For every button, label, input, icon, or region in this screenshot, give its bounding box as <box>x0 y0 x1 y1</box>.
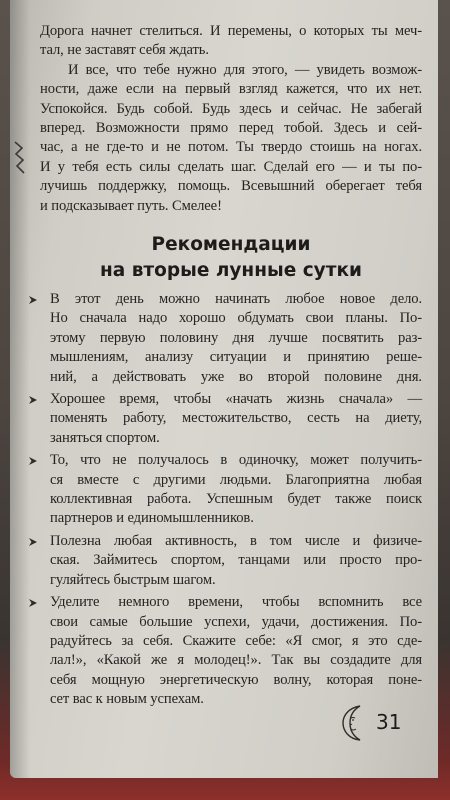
text-line: ся вместе с другими людьми. Благоприятна любая <box>50 471 422 488</box>
text-line: себя мощную энергетическую волну, которая понe- <box>50 671 422 688</box>
text-line: и подсказывает путь. Смелее! <box>40 197 222 214</box>
text-line: лал!», «Какой же я молодец!». Так вы создадите для <box>50 652 422 669</box>
recommendation-list <box>10 290 438 713</box>
text-line: радуйтесь за себя. Скажите себе: «Я смог, я это сде- <box>50 632 422 649</box>
bullet-arrow-icon <box>28 456 38 466</box>
text-line: коллективная работа. Успешным будет также поиск <box>50 491 422 508</box>
bullet-arrow-icon <box>28 598 38 608</box>
recommendation-text <box>50 390 422 448</box>
text-line: И все, что тебе нужно для этого, — увидеть возмож- <box>68 61 422 78</box>
bullet-arrow-icon <box>28 395 38 405</box>
text-line: поменять работу, местожительство, сесть на диету, <box>50 410 422 427</box>
crescent-moon-icon <box>340 704 370 742</box>
intro-text <box>40 22 422 216</box>
text-line: сет вас к новым успехам. <box>50 691 204 708</box>
text-line: заняться спортом. <box>50 429 160 446</box>
page-number: 31 <box>376 710 402 734</box>
recommendation-item <box>10 451 438 529</box>
recommendation-text <box>50 451 422 529</box>
text-line: То, что не получалось в одиночку, может получить- <box>50 452 422 469</box>
recommendation-item <box>10 390 438 448</box>
text-line: гуляйтесь быстрым шагом. <box>50 571 216 588</box>
page-footer <box>330 704 430 744</box>
heading-line-2: на вторые лунные сутки <box>100 260 362 281</box>
previous-page-edge-mark <box>12 140 26 176</box>
recommendation-item <box>10 532 438 590</box>
heading-line-1: Рекомендации <box>151 234 311 255</box>
text-line: Дорога начнет стелиться. И перемены, о которых ты меч- <box>40 23 422 39</box>
text-line: Успокойся. Будь собой. Будь здесь и сейчас. Не забегай <box>40 100 422 117</box>
bullet-arrow-icon <box>28 295 38 305</box>
book-page <box>10 0 438 778</box>
recommendation-text <box>50 290 422 387</box>
text-line: ний, а действовать уже во второй половине дня. <box>50 368 422 385</box>
section-heading <box>40 232 422 284</box>
text-line: вперед. Возможности прямо перед тобой. Здесь и сей- <box>40 120 422 137</box>
text-line: В этот день можно начинать любое новое дело. <box>50 291 422 307</box>
text-line: Но сначала надо хорошо обдумать свои планы. По- <box>50 310 422 327</box>
recommendation-item <box>10 593 438 709</box>
text-line: этому первую половину дня лучше посвятить раз- <box>50 329 422 346</box>
text-line: лучишь поддержку, помощь. Всевышний оберегает тебя <box>40 178 422 195</box>
text-line: Хорошее время, чтобы «начать жизнь сначала» — <box>50 391 422 408</box>
bullet-arrow-icon <box>28 537 38 547</box>
recommendation-item <box>10 290 438 387</box>
text-line: И у тебя есть силы сделать шаг. Сделай его — и ты по- <box>40 158 422 175</box>
text-line: ская. Займитесь спортом, танцами или просто про- <box>50 552 422 569</box>
recommendation-text <box>50 593 422 709</box>
text-line: партнеров и единомышленников. <box>50 510 254 527</box>
text-line: Уделите немного времени, чтобы вспомнить все <box>50 594 422 611</box>
text-line: ности, даже если на первый взгляд кажется, что их нет. <box>40 81 422 98</box>
text-line: тал, не заставят себя ждать. <box>40 42 209 59</box>
text-line: мышлениям, анализу ситуации и принятию реше- <box>50 349 422 366</box>
text-line: свои самые большие успехи, удачи, достижения. По- <box>50 613 422 630</box>
text-line: час, а не где-то и не потом. Ты твердо стоишь на ногах. <box>40 139 422 156</box>
recommendation-text <box>50 532 422 590</box>
text-line: Полезна любая активность, в том числе и физиче- <box>50 532 422 549</box>
